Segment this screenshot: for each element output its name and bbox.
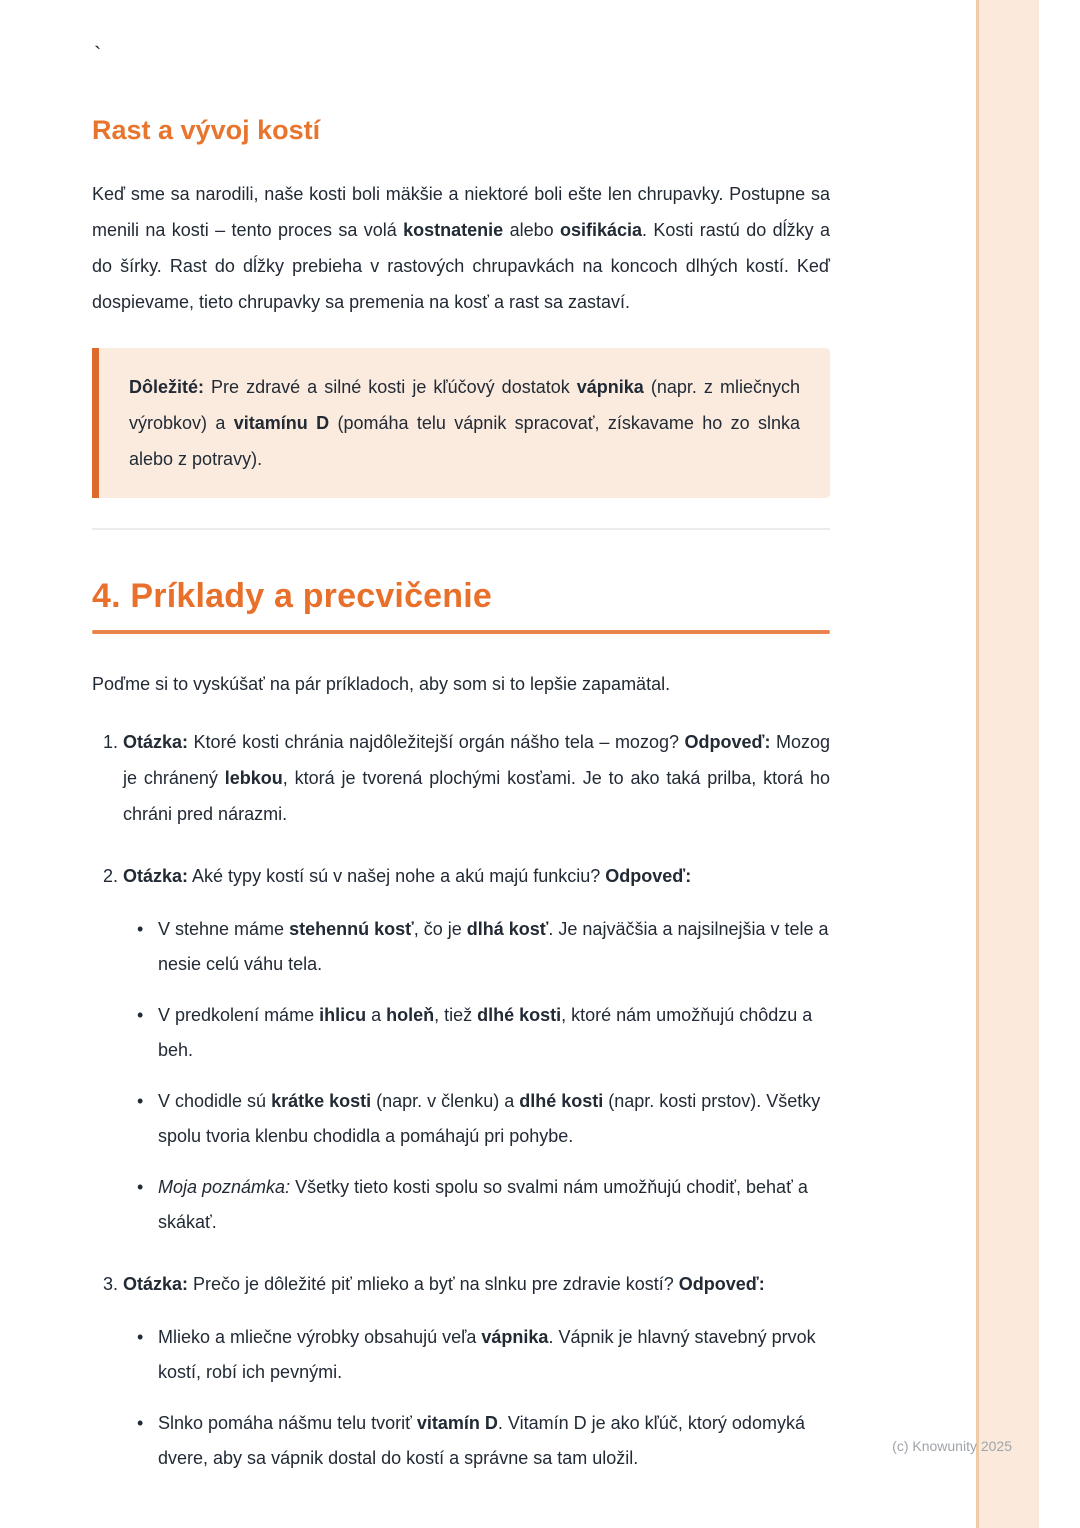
bullet-marker-icon: • (137, 919, 144, 939)
section-divider (92, 528, 830, 530)
bullet-text: Moja poznámka: Všetky tieto kosti spolu so svalmi nám umožňujú chodiť, behať a skákať. (158, 1177, 808, 1232)
bullet-marker-icon: • (137, 1413, 144, 1433)
qa-item-number: 2. (103, 866, 119, 886)
bullet-text: V stehne máme stehennú kosť, čo je dlhá kosť. Je najväčšia a najsilnejšia v tele a nesie celú váhu tela. (158, 919, 829, 974)
bullet-text: V predkolení máme ihlicu a holeň, tiež dlhé kosti, ktoré nám umožňujú chôdzu a beh. (158, 1005, 813, 1060)
bullet-list (123, 912, 830, 1240)
section-heading-examples: 4. Príklady a precvičenie (92, 577, 493, 615)
copyright-footer: (c) Knowunity 2025 (892, 1438, 1012, 1454)
important-callout-box (92, 348, 830, 498)
bullet-text: Mlieko a mliečne výrobky obsahujú veľa vápnika. Vápnik je hlavný stavebný prvok kostí, robí ich pevnými. (158, 1327, 816, 1382)
bullet-item (123, 912, 830, 982)
bullet-item (123, 1084, 830, 1154)
qa-item-body (123, 858, 830, 1240)
bullet-text: Slnko pomáha nášmu telu tvoriť vitamín D. Vitamín D je ako kľúč, ktorý odomyká dvere, aby sa vápnik dostal do kostí a správne sa tam uložil. (158, 1413, 805, 1468)
important-callout-text: Dôležité: Pre zdravé a silné kosti je kľúčový dostatok vápnika (napr. z mliečnych výrobkov) a vitamínu D (pomáha telu vápnik spracovať, získavame ho zo slnka alebo z potravy). (129, 377, 800, 469)
qa-item-text: Otázka: Aké typy kostí sú v našej nohe a akú majú funkciu? Odpoveď: (123, 866, 692, 886)
bullet-text: V chodidle sú krátke kosti (napr. v členku) a dlhé kosti (napr. kosti prstov). Všetky spolu tvoria klenbu chodidla a pomáhajú pri pohybe. (158, 1091, 821, 1146)
bullet-item (123, 1320, 830, 1390)
qa-item-text: Otázka: Prečo je dôležité piť mlieko a byť na slnku pre zdravie kostí? Odpoveď: (123, 1274, 765, 1294)
question-answer-list (92, 724, 830, 1476)
bullet-marker-icon: • (137, 1091, 144, 1111)
page-margin-strip (976, 0, 1039, 1528)
bone-growth-paragraph: Keď sme sa narodili, naše kosti boli mäkšie a niektoré boli ešte len chrupavky. Postupne sa menili na kosti – tento proces sa volá kostnatenie alebo osifikácia. Kosti rastú do dĺžky a do šírky. Rast do dĺžky prebieha v rastových chrupavkách na koncoch dlhých kostí. Keď dospievame, tieto chrupavky sa premenia na kosť a rast sa zastaví. (92, 184, 830, 312)
stray-character: ` (94, 42, 102, 67)
bullet-marker-icon: • (137, 1177, 144, 1197)
bullet-item (123, 1170, 830, 1240)
qa-item-body (123, 724, 830, 832)
heading-underline (92, 630, 830, 634)
section-heading-bone-growth: Rast a vývoj kostí (92, 115, 321, 145)
qa-item-text: Otázka: Ktoré kosti chránia najdôležitejší orgán nášho tela – mozog? Odpoveď: Mozog je chránený lebkou, ktorá je tvorená plochými kosťami. Je to ako taká prilba, ktorá ho chráni pred nárazmi. (123, 732, 830, 824)
bullet-item (123, 998, 830, 1068)
qa-item (92, 858, 830, 1240)
bullet-marker-icon: • (137, 1005, 144, 1025)
examples-intro-paragraph: Poďme si to vyskúšať na pár príkladoch, aby som si to lepšie zapamätal. (92, 674, 671, 694)
qa-item (92, 724, 830, 832)
qa-item-number: 1. (103, 732, 119, 752)
document-content (92, 0, 830, 1502)
bullet-marker-icon: • (137, 1327, 144, 1347)
qa-item-number: 3. (103, 1274, 119, 1294)
